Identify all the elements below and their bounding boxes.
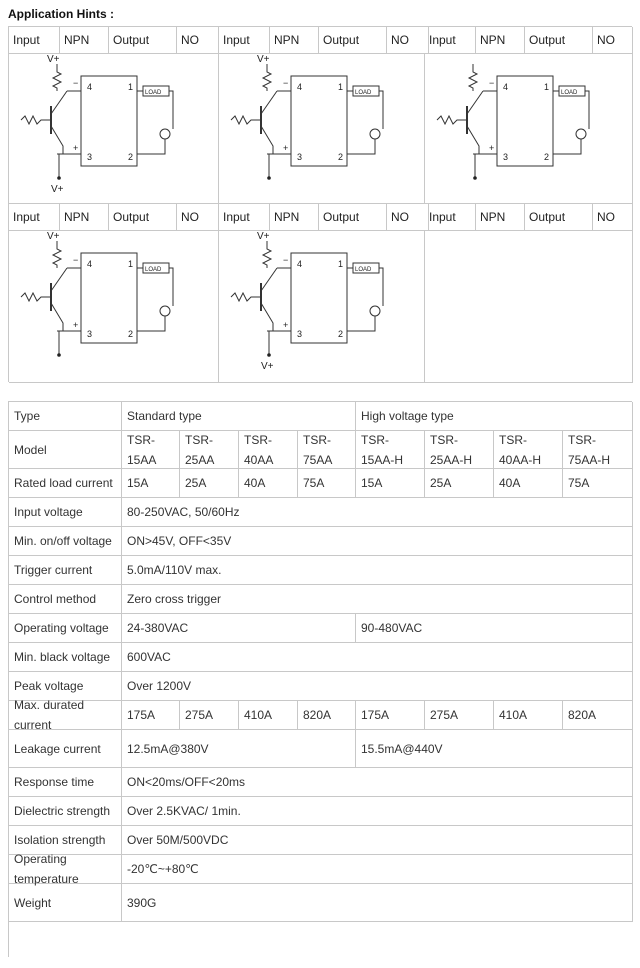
spec-value-cell-text: TSR-25AA [185,432,215,467]
spec-value-cell [122,672,633,701]
load-label: LOAD [355,267,372,273]
spec-value-cell-text: -20℃~+80℃ [127,862,199,876]
spec-value-cell-text: 75A [303,476,325,490]
resistor-icon [21,293,51,301]
spec-value-standard-text: 12.5mA@380V [127,741,209,756]
hint-header-cell [387,27,429,54]
spec-value-cell [122,556,633,585]
resistor-icon [231,116,261,124]
spec-value-cell [122,469,180,498]
spec-row-label [9,730,122,768]
hint-header-cell [109,204,177,231]
wire [467,91,483,114]
hint-header-label: Output [529,210,566,224]
spec-value-cell-text: 600VAC [127,650,171,664]
vplus-label: V+ [47,231,60,242]
spec-row-label [9,797,122,826]
spec-value-cell-text: 80-250VAC, 50/60Hz [127,505,240,519]
spec-row-label-text: Min. on/off voltage [14,534,112,548]
hint-header-cell [425,204,476,231]
spec-value-cell [122,855,633,884]
plus-label: + [489,143,495,153]
spec-value-cell [563,701,633,730]
spec-table [8,401,632,957]
plus-label: + [283,320,289,330]
spec-value-high-voltage-text: 15.5mA@440V [361,741,443,756]
pin-3-label: 3 [297,152,303,162]
spec-value-cell-text: TSR-40AA [244,432,274,467]
circuit-diagram [219,54,425,204]
spec-value-cell [122,797,633,826]
spec-row-label [9,614,122,643]
spec-row-label-text: Response time [14,775,95,789]
hint-header-label: NPN [480,210,506,224]
wire [261,303,273,331]
spec-value-cell-text: Over 1200V [127,679,192,693]
hint-header-cell [219,204,270,231]
spec-value-cell [122,431,180,469]
hint-header-label: NPN [64,210,90,224]
load-label: LOAD [145,90,162,96]
spec-value-cell-text: 40A [244,476,266,490]
hint-header-cell [60,27,109,54]
hint-diagram-cell [9,231,219,383]
spec-value-cell [563,469,633,498]
minus-label: − [283,255,289,265]
spec-value-cell [298,701,356,730]
hint-diagram-cell [425,54,633,204]
hint-header-label: Input [223,33,250,47]
hint-header-label: Input [429,33,456,47]
page-title: Application Hints : [8,7,114,21]
load-label: LOAD [561,90,578,96]
spec-row-label-text: Peak voltage [14,679,84,693]
wire [261,91,277,114]
spec-value-cell-text: 175A [127,708,156,722]
spec-value-cell-text: 410A [244,708,273,722]
hint-header-cell [177,27,219,54]
spec-value-cell [425,701,494,730]
resistor-icon [263,64,271,91]
hint-header-label: NO [391,210,409,224]
pin-1-label: 1 [128,82,134,92]
spec-value-cell [122,498,633,527]
wire [379,91,383,129]
pin-2-label: 2 [544,152,550,162]
spec-value-cell [494,469,563,498]
hint-header-cell [270,27,319,54]
spec-value-cell-text: 390G [127,895,157,910]
hint-header-label: Input [13,33,40,47]
hint-header-label: Input [429,210,456,224]
spec-value-cell-text: TSR-25AA-H [430,432,473,467]
plus-label: + [73,143,79,153]
spec-value-cell-text: ON>45V, OFF<35V [127,534,232,548]
ac-source-icon [370,129,380,139]
spec-row-label-text: Operating temperature [14,852,79,886]
spec-value-cell-text: TSR-15AA-H [361,432,404,467]
spec-value-cell [122,643,633,672]
spec-value-cell-text: 15A [361,476,383,490]
pin-2-label: 2 [128,329,134,339]
resistor-icon [21,116,51,124]
spec-value-cell [494,701,563,730]
ac-source-icon [576,129,586,139]
spec-value-cell [425,469,494,498]
load-label: LOAD [355,90,372,96]
spec-value-cell-text: 15A [127,476,149,490]
hint-header-cell [319,204,387,231]
terminal-dot [267,176,271,180]
spec-row-label-text: Input voltage [14,505,83,519]
spec-row-label [9,884,122,922]
hint-header-label: NPN [480,33,506,47]
spec-value-high-voltage [356,614,633,643]
spec-value-cell-text: TSR-40AA-H [499,432,542,467]
minus-label: − [489,78,495,88]
hint-header-label: Output [323,210,360,224]
spec-row-label [9,498,122,527]
spec-value-standard-text: 24-380VAC [127,621,189,635]
spec-value-cell [356,701,425,730]
spec-row-label-text: Max. durated current [14,698,85,732]
pin-4-label: 4 [503,82,509,92]
hint-header-cell [219,27,270,54]
spec-value-cell-text: TSR-15AA [127,432,157,467]
ac-source-icon [160,129,170,139]
hint-header-cell [593,204,633,231]
wire [51,268,67,291]
spec-value-cell [122,701,180,730]
pin-2-label: 2 [128,152,134,162]
spec-value-cell-text: 25A [430,476,452,490]
resistor-icon [469,64,477,91]
pin-4-label: 4 [297,259,303,269]
hint-header-label: Output [113,210,150,224]
hint-diagram-cell [9,54,219,204]
vplus-label: V+ [257,231,270,242]
standard-type-header-text: Standard type [127,409,202,423]
circuit-diagram [425,54,633,204]
spec-row-label [9,556,122,585]
spec-value-cell-text: 410A [499,708,528,722]
spec-value-cell [122,527,633,556]
circuit-diagram [9,54,219,204]
hint-header-label: NPN [274,33,300,47]
hint-diagram-cell [219,231,425,383]
spec-value-cell [239,431,298,469]
terminal-dot [267,353,271,357]
hint-header-cell [476,204,525,231]
high-voltage-type-header [356,402,633,431]
spec-row-label-text: Rated load current [14,476,113,490]
plus-label: + [283,143,289,153]
hint-header-label: Output [113,33,150,47]
vplus-label: V+ [51,184,64,195]
spec-value-cell-text: 820A [568,708,597,722]
hint-header-cell [109,27,177,54]
wire [347,139,375,154]
spec-value-high-voltage [356,730,633,768]
spec-row-label [9,585,122,614]
spec-value-cell [425,431,494,469]
pin-2-label: 2 [338,152,344,162]
spec-value-high-voltage-text: 90-480VAC [361,621,423,635]
hint-header-cell [319,27,387,54]
hint-header-label: NO [181,210,199,224]
spec-value-cell-text: 40A [499,476,521,490]
type-label-cell [9,402,122,431]
spec-value-cell-text: TSR-75AA [303,432,333,467]
pin-1-label: 1 [544,82,550,92]
hint-header-cell [593,27,633,54]
spec-value-cell [494,431,563,469]
spec-value-cell-text: Over 50M/500VDC [127,833,229,847]
wire [169,268,173,306]
wire [347,316,375,331]
spec-row-label [9,698,122,732]
spec-row-label-text: Control method [14,592,97,606]
spec-value-cell [180,431,239,469]
standard-type-header [122,402,356,431]
wire [169,91,173,129]
spec-value-cell-text: TSR-75AA-H [568,432,611,467]
spec-value-cell-text: 25A [185,476,207,490]
vplus-label: V+ [47,54,60,65]
wire [269,331,291,355]
application-hints-grid [8,26,632,382]
spec-value-standard [122,730,356,768]
spec-row-label [9,431,122,469]
hint-diagram-cell [219,54,425,204]
hint-header-label: NO [181,33,199,47]
ac-source-icon [160,306,170,316]
wire [51,303,63,331]
resistor-icon [231,293,261,301]
terminal-dot [473,176,477,180]
hint-header-label: Input [13,210,40,224]
wire [51,91,67,114]
spec-value-cell [122,884,633,922]
pin-3-label: 3 [87,152,93,162]
terminal-dot [57,176,61,180]
spec-value-standard [122,614,356,643]
wire [553,139,581,154]
hint-header-cell [9,27,60,54]
minus-label: − [73,78,79,88]
spec-value-cell-text: ON<20ms/OFF<20ms [127,775,246,789]
pin-4-label: 4 [87,259,93,269]
type-label-cell-text: Type [14,409,41,423]
hint-header-label: NO [597,33,615,47]
pin-3-label: 3 [297,329,303,339]
pin-4-label: 4 [87,82,93,92]
hint-header-cell [425,27,476,54]
spec-value-cell [122,826,633,855]
spec-value-cell [356,431,425,469]
hint-header-label: NO [391,33,409,47]
hint-header-label: Input [223,210,250,224]
wire [137,316,165,331]
minus-label: − [73,255,79,265]
high-voltage-type-header-text: High voltage type [361,409,454,423]
spec-value-cell [180,469,239,498]
spec-value-cell [298,469,356,498]
spec-value-cell-text: 75A [568,476,590,490]
spec-value-cell [239,701,298,730]
spec-row-label [9,768,122,797]
spec-value-cell [180,701,239,730]
spec-value-cell-text: Over 2.5KVAC/ 1min. [127,804,241,818]
resistor-icon [263,241,271,268]
circuit-diagram [219,231,425,383]
spec-value-cell-text: 5.0mA/110V max. [127,563,222,577]
spec-row-label-text: Min. black voltage [14,650,111,664]
load-label: LOAD [145,267,162,273]
plus-label: + [73,320,79,330]
wire [467,126,479,154]
spec-value-cell-text: 175A [361,708,390,722]
wire [585,91,589,129]
pin-4-label: 4 [297,82,303,92]
hint-diagram-cell [425,231,633,383]
wire [59,331,81,355]
pin-3-label: 3 [87,329,93,339]
hint-header-cell [387,204,429,231]
spec-value-cell [122,585,633,614]
spec-row-label-text: Model [14,442,47,457]
resistor-icon [53,64,61,91]
spec-row-label-text: Operating voltage [14,621,109,635]
spec-row-label-text: Leakage current [14,741,101,756]
terminal-dot [57,353,61,357]
pin-3-label: 3 [503,152,509,162]
spec-value-cell [356,469,425,498]
hint-header-cell [60,204,109,231]
spec-value-cell [563,431,633,469]
spec-row-label-text: Trigger current [14,563,93,577]
hint-header-cell [9,204,60,231]
hint-header-label: Output [323,33,360,47]
hint-header-cell [270,204,319,231]
wire [379,268,383,306]
resistor-icon [437,116,467,124]
circuit-diagram [9,231,219,383]
spec-row-label [9,643,122,672]
pin-1-label: 1 [338,259,344,269]
spec-value-cell [122,768,633,797]
pin-1-label: 1 [128,259,134,269]
minus-label: − [283,78,289,88]
spec-value-cell [239,469,298,498]
spec-value-cell [298,431,356,469]
spec-row-label-text: Weight [14,895,52,910]
spec-row-label-text: Isolation strength [14,833,106,847]
wire [51,126,63,154]
spec-row-label [9,527,122,556]
vplus-label: V+ [261,361,274,372]
spec-row-label-text: Dielectric strength [14,804,111,818]
hint-header-label: NPN [274,210,300,224]
wire [261,268,277,291]
ac-source-icon [370,306,380,316]
hint-header-cell [525,204,593,231]
hint-header-cell [476,27,525,54]
resistor-icon [53,241,61,268]
wire [269,154,291,178]
wire [261,126,273,154]
hint-header-label: Output [529,33,566,47]
hint-header-cell [177,204,219,231]
hint-header-cell [525,27,593,54]
spec-row-label [9,852,122,886]
pin-2-label: 2 [338,329,344,339]
spec-value-cell-text: 275A [430,708,459,722]
spec-value-cell-text: 275A [185,708,214,722]
wire [475,154,497,178]
spec-row-label [9,469,122,498]
hint-header-label: NPN [64,33,90,47]
vplus-label: V+ [257,54,270,65]
wire [59,154,81,178]
spec-value-cell-text: 820A [303,708,332,722]
pin-1-label: 1 [338,82,344,92]
spec-value-cell-text: Zero cross trigger [127,592,222,606]
hint-header-label: NO [597,210,615,224]
wire [137,139,165,154]
